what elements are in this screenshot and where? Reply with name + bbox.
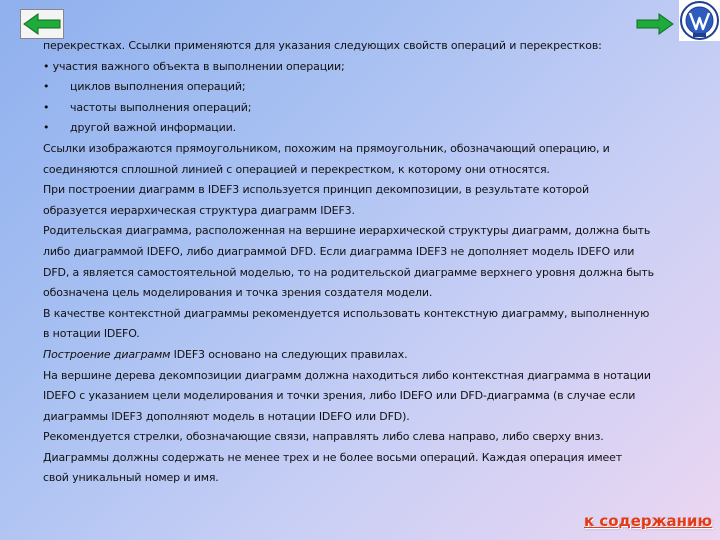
text-line: Родительская диаграмма, расположенная на вершине иерархической структуры диаграмм, должна быть: [43, 224, 651, 238]
bullet-text: другой важной информации.: [70, 121, 236, 135]
text-line: перекрестках. Ссылки применяются для указания следующих свойств операций и перекрестков:: [43, 39, 602, 52]
text-line: IDEFO с указанием цели моделирования и точки зрения, либо IDEFO или DFD-диаграмма (в случае если: [43, 389, 636, 403]
slide-text: [43, 36, 683, 489]
bullet-item: [43, 118, 683, 139]
text-line: При построении диаграмм в IDEF3 используется принцип декомпозиции, в результате которой: [43, 183, 589, 197]
text-line: На вершине дерева декомпозиции диаграмм должна находиться либо контекстная диаграмма в нотации: [43, 368, 651, 382]
back-button[interactable]: [20, 9, 64, 39]
text-line: DFD, а является самостоятельной моделью, то на родительской диаграмме верхнего уровня должна быть: [43, 265, 655, 279]
bullet-mark: •: [43, 121, 50, 135]
table-of-contents-link[interactable]: к содержанию: [584, 512, 713, 530]
rule-line: [43, 345, 683, 366]
text-line: обозначена цель моделирования и точка зрения создателя модели.: [43, 286, 433, 300]
bullet-text: циклов выполнения операций;: [70, 80, 246, 94]
rule-text: IDEF3 основано на следующих правилах.: [170, 347, 408, 361]
text-line: • участия важного объекта в выполнении операции;: [43, 59, 345, 73]
bullet-text: частоты выполнения операций;: [70, 100, 252, 114]
text-line: диаграммы IDEF3 дополняют модель в нотации IDEFO или DFD).: [43, 409, 410, 423]
arrow-right-icon: [633, 9, 677, 39]
text-line: Ссылки изображаются прямоугольником, похожим на прямоугольник, обозначающий операцию, и: [43, 141, 610, 155]
text-line: либо диаграммой IDEFO, либо диаграммой DFD. Если диаграмма IDEF3 не дополняет модель IDEFO или: [43, 244, 635, 258]
text-line: В качестве контекстной диаграммы рекомендуется использовать контекстную диаграмму, выполненную: [43, 306, 650, 320]
bullet-item: [43, 77, 683, 98]
text-line: образуется иерархическая структура диаграмм IDEF3.: [43, 203, 355, 217]
rule-heading: Построение диаграмм: [43, 347, 171, 361]
bullet-item: [43, 98, 683, 119]
text-line: в нотации IDEFO.: [43, 327, 140, 341]
forward-button[interactable]: [633, 9, 677, 39]
university-logo: [679, 0, 720, 41]
bullet-mark: •: [43, 80, 50, 94]
text-line: соединяются сплошной линией с операцией и перекрестком, к которому они относятся.: [43, 162, 550, 176]
text-line: Диаграммы должны содержать не менее трех и не более восьми операций. Каждая операция имеет: [43, 450, 623, 464]
text-line: Рекомендуется стрелки, обозначающие связи, направлять либо слева направо, либо сверху вниз.: [43, 430, 604, 444]
university-emblem-icon: [679, 0, 720, 41]
bullet-mark: •: [43, 100, 50, 114]
arrow-left-icon: [20, 9, 64, 39]
text-line: свой уникальный номер и имя.: [43, 471, 219, 485]
